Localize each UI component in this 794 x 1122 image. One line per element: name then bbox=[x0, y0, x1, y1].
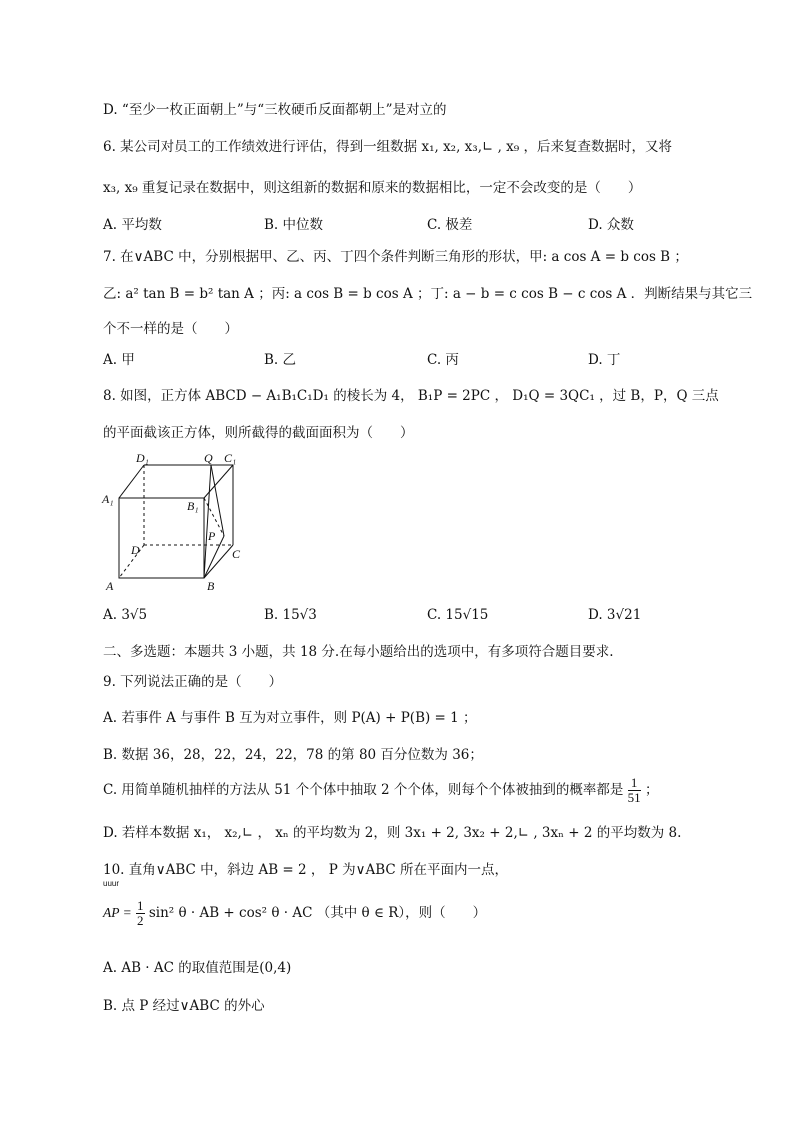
q6-option-c: C. 极差 bbox=[427, 217, 473, 233]
label-d: D bbox=[131, 543, 140, 557]
q7-option-b: B. 乙 bbox=[264, 352, 297, 368]
q8-option-c: C. 15√15 bbox=[427, 607, 489, 623]
q10-eq-left: AP = bbox=[103, 905, 132, 920]
q8-option-a: A. 3√5 bbox=[103, 607, 148, 623]
q10-equation bbox=[103, 879, 487, 933]
label-p: P bbox=[208, 529, 216, 543]
fraction-denominator: 51 bbox=[627, 790, 641, 805]
fraction-denominator: 2 bbox=[137, 913, 144, 928]
q7-option-a: A. 甲 bbox=[103, 352, 135, 368]
q8-option-d: D. 3√21 bbox=[588, 607, 642, 623]
q9-option-d: D. 若样本数据 x₁， x₂,∟ ， xₙ 的平均数为 2，则 3x₁ + 2, 3x₂ + 2,∟ , 3xₙ + 2 的平均数为 8. bbox=[103, 825, 682, 841]
cube-figure bbox=[100, 448, 250, 598]
label-b1: B₁ bbox=[187, 499, 199, 513]
vector-arrow-mark: uuur bbox=[103, 879, 120, 888]
q7-option-c: C. 丙 bbox=[427, 352, 459, 368]
q6-option-b: B. 中位数 bbox=[264, 217, 324, 233]
label-b: B bbox=[207, 579, 215, 593]
q9-stem: 9. 下列说法正确的是（ ） bbox=[103, 674, 283, 690]
q10-stem: 10. 直角∨ABC 中，斜边 AB = 2 ， P 为∨ABC 所在平面内一点， bbox=[103, 862, 509, 878]
label-a1: A₁ bbox=[102, 492, 114, 506]
label-c1: C₁ bbox=[224, 451, 237, 465]
label-d1: D₁ bbox=[136, 451, 149, 465]
label-a: A bbox=[106, 579, 114, 593]
q10-option-b: B. 点 P 经过∨ABC 的外心 bbox=[103, 998, 265, 1014]
q8-stem-line1: 8. 如图，正方体 ABCD − A₁B₁C₁D₁ 的棱长为 4， B₁P = 2PC ， D₁Q = 3QC₁ ，过 B，P，Q 三点 bbox=[103, 388, 719, 404]
q6-option-a: A. 平均数 bbox=[103, 217, 162, 233]
q7-stem-line3: 个不一样的是（ ） bbox=[103, 321, 238, 337]
q7-option-d: D. 丁 bbox=[588, 352, 621, 368]
q10-eq-fraction bbox=[136, 899, 145, 928]
q6-option-d: D. 众数 bbox=[588, 217, 634, 233]
q9-option-c bbox=[103, 776, 658, 805]
q8-option-b: B. 15√3 bbox=[264, 607, 317, 623]
q7-stem-line1: 7. 在∨ABC 中，分别根据甲、乙、丙、丁四个条件判断三角形的形状，甲: a cos A = b cos B ； bbox=[103, 249, 688, 265]
label-q: Q bbox=[204, 451, 213, 465]
q9-option-c-fraction bbox=[628, 776, 641, 805]
q6-stem-line1: 6. 某公司对员工的工作绩效进行评估，得到一组数据 x₁, x₂, x₃,∟ , x₉ ，后来复查数据时，又将 bbox=[103, 139, 672, 155]
q8-stem-line2: 的平面截该正方体，则所截得的截面面积为（ ） bbox=[103, 425, 414, 441]
fraction-numerator: 1 bbox=[628, 776, 641, 791]
q10-option-a: A. AB · AC 的取值范围是(0,4) bbox=[103, 960, 292, 976]
label-c: C bbox=[232, 547, 241, 561]
q9-option-c-end: ； bbox=[644, 782, 659, 798]
fraction-numerator: 1 bbox=[137, 898, 144, 913]
q6-stem-line2: x₃, x₉ 重复记录在数据中，则这组新的数据和原来的数据相比，一定不会改变的是（ ） bbox=[103, 180, 642, 196]
q9-option-a: A. 若事件 A 与事件 B 互为对立事件，则 P(A) + P(B) = 1 ； bbox=[103, 710, 477, 726]
q7-stem-line2: 乙: a² tan B = b² tan A ；丙: a cos B = b cos A ；丁: a − b = c cos B − c cos A ．判断结果与其它三 bbox=[103, 286, 753, 302]
q10-eq-right: sin² θ · AB + cos² θ · AC （其中 θ ∈ R），则（ ） bbox=[148, 905, 487, 921]
q5-option-d: D. “至少一枚正面朝上”与“三枚硬币反面都朝上”是对立的 bbox=[103, 102, 447, 118]
q9-option-c-text: C. 用简单随机抽样的方法从 51 个个体中抽取 2 个个体，则每个个体被抽到的概率都是 bbox=[103, 782, 624, 798]
q9-option-b: B. 数据 36，28，22，24，22，78 的第 80 百分位数为 36； bbox=[103, 747, 483, 763]
section-2-heading: 二、多选题：本题共 3 小题，共 18 分.在每小题给出的选项中，有多项符合题目要求. bbox=[103, 644, 614, 660]
